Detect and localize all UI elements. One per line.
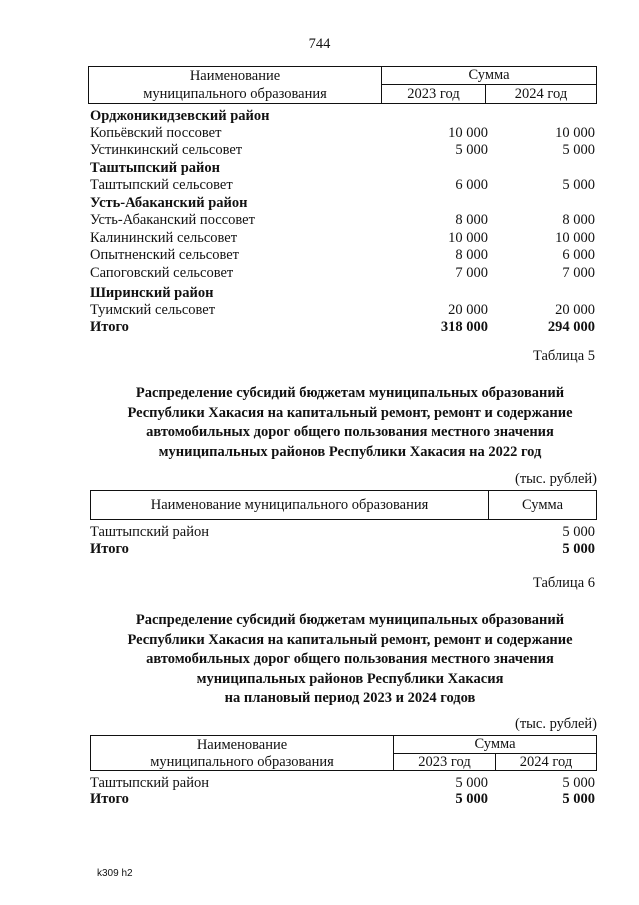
table-row	[0, 264, 639, 282]
table4-header-name-cell	[89, 67, 382, 103]
row-value-2023: 8 000	[455, 247, 488, 263]
row-value-2024: 10 000	[555, 230, 595, 246]
row-value-2024: 7 000	[562, 265, 595, 281]
table5-header-name: Наименование муниципального образования	[91, 491, 489, 519]
table-row	[0, 790, 639, 808]
row-value-2024: 8 000	[562, 212, 595, 228]
table5-header	[90, 490, 597, 520]
row-name: Усть-Абаканский район	[90, 195, 248, 211]
row-value-2024: 20 000	[555, 302, 595, 318]
row-value-2024: 5 000	[562, 142, 595, 158]
table-row	[0, 159, 639, 177]
table4-header-year1: 2023 год	[382, 85, 486, 103]
table-row	[0, 318, 639, 336]
row-value: 5 000	[562, 524, 595, 540]
row-name: Таштыпский район	[90, 160, 220, 176]
table6-title-line: муниципальных районов Республики Хакасия	[196, 670, 504, 687]
row-name: Копьёвский поссовет	[90, 125, 222, 141]
row-value-2023: 8 000	[455, 212, 488, 228]
row-value-2023: 7 000	[455, 265, 488, 281]
table-row	[0, 246, 639, 264]
row-name: Таштыпский район	[90, 524, 210, 540]
table6-header-sum: Сумма	[394, 736, 596, 754]
row-name: Таштыпский сельсовет	[90, 177, 233, 193]
row-value-2023: 318 000	[440, 319, 488, 335]
table-row	[0, 540, 639, 558]
row-name: Опытненский сельсовет	[90, 247, 240, 263]
table5-title-line: муниципальных районов Республики Хакасия на 2022 год	[158, 443, 542, 460]
table4-header-name-line2: муниципального образования	[143, 86, 327, 102]
table6-title-line: Республики Хакасия на капитальный ремонт, ремонт и содержание	[127, 631, 573, 648]
row-value-2024: 294 000	[547, 319, 595, 335]
row-value-2023: 10 000	[448, 230, 488, 246]
table6-header-year2: 2024 год	[519, 754, 573, 770]
table5-title	[60, 384, 639, 462]
table6-title-line: Распределение субсидий бюджетам муниципальных образований	[135, 612, 565, 628]
table6-header-name-cell	[91, 736, 394, 770]
table-row	[0, 194, 639, 212]
table5-title-line: Республики Хакасия на капитальный ремонт, ремонт и содержание	[127, 404, 573, 421]
table5-title-line: автомобильных дорог общего пользования местного значения	[146, 424, 554, 440]
table6-header	[90, 735, 597, 771]
table6-caption: Таблица 6	[532, 575, 595, 591]
row-name: Итого	[90, 319, 129, 335]
row-value-2024: 5 000	[562, 791, 595, 807]
row-value-2023: 10 000	[448, 125, 488, 141]
table6-title-line: автомобильных дорог общего пользования местного значения	[146, 651, 554, 667]
table5-caption: Таблица 5	[532, 348, 595, 364]
row-value-2023: 5 000	[455, 791, 488, 807]
row-value: 5 000	[562, 541, 595, 557]
table4-header-sum: Сумма	[382, 67, 596, 85]
footer-code: k309 h2	[97, 868, 133, 879]
row-name: Итого	[90, 541, 129, 557]
table5-title-line: Распределение субсидий бюджетам муниципальных образований	[135, 385, 565, 401]
table6-title-line: на плановый период 2023 и 2024 годов	[224, 690, 476, 706]
page-number: 744	[308, 36, 331, 52]
table4-header	[88, 66, 597, 104]
row-name: Калининский сельсовет	[90, 230, 238, 246]
table-row	[0, 124, 639, 142]
table4-header-year2: 2024 год	[514, 86, 568, 102]
row-name: Орджоникидзевский район	[90, 108, 270, 124]
row-value-2024: 5 000	[562, 177, 595, 193]
table5-units: (тыс. рублей)	[515, 471, 597, 487]
row-name: Ширинский район	[90, 285, 214, 301]
table-row	[0, 229, 639, 247]
row-value-2024: 6 000	[562, 247, 595, 263]
table6-units: (тыс. рублей)	[515, 716, 597, 732]
table6-header-name-line1: Наименование	[196, 737, 288, 753]
table-row	[0, 523, 639, 541]
row-value-2024: 10 000	[555, 125, 595, 141]
row-value-2023: 6 000	[455, 177, 488, 193]
table6-title	[60, 611, 639, 709]
table5-header-sum: Сумма	[521, 497, 564, 513]
row-value-2023: 20 000	[448, 302, 488, 318]
table-row	[0, 141, 639, 159]
table4-header-name-line1: Наименование	[189, 68, 281, 84]
table-row	[0, 107, 639, 125]
table-row	[0, 211, 639, 229]
row-name: Сапоговский сельсовет	[90, 265, 234, 281]
row-value-2023: 5 000	[455, 142, 488, 158]
table6-header-year1: 2023 год	[394, 754, 496, 770]
row-name: Усть-Абаканский поссовет	[90, 212, 255, 228]
row-name: Итого	[90, 791, 129, 807]
table-row	[0, 301, 639, 319]
table-row	[0, 284, 639, 302]
row-value-2024: 5 000	[562, 775, 595, 791]
table6-header-name-line2: муниципального образования	[150, 754, 334, 770]
row-name: Туимский сельсовет	[90, 302, 216, 318]
table-row	[0, 176, 639, 194]
row-name: Таштыпский район	[90, 775, 210, 791]
row-value-2023: 5 000	[455, 775, 488, 791]
row-name: Устинкинский сельсовет	[90, 142, 243, 158]
